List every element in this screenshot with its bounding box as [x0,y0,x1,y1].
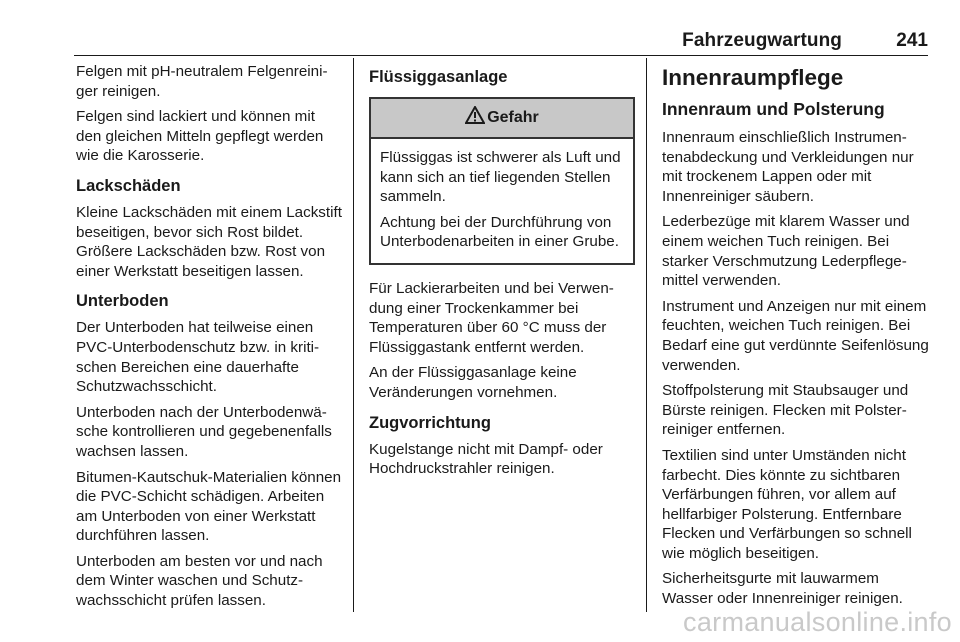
heading-fluessiggasanlage: Flüssiggasanlage [369,68,508,86]
danger-header [371,99,633,139]
danger-body [371,139,633,263]
warning-triangle-icon [465,106,487,130]
paragraph: Felgen mit pH-neutralem Felgenreiniger reinigen. [76,63,328,100]
paragraph: Achtung bei der Durchführung von Unterbodenarbeiten in einer Grube. [380,213,619,251]
paragraph: Der Unterboden hat teilweise einen PVC-Unterbodenschutz bzw. in kritischen Bereichen eine dauerhafte Schutzwachsschicht. [76,319,320,396]
column-divider-2 [646,58,647,612]
danger-label: Gefahr [487,109,539,127]
heading-zugvorrichtung: Zugvorrichtung [369,413,491,432]
paragraph: Bitumen-Kautschuk-Materialien können die PVC-Schicht schädigen. Arbeiten am Unterboden von einer Werkstatt durchführen lassen. [76,468,342,545]
header-rule [74,55,928,56]
page-header [0,0,960,58]
watermark: carmanualsonline.info [683,607,952,637]
heading-innenraum-polsterung: Innenraum und Polsterung [662,99,885,119]
heading-unterboden: Unterboden [76,292,169,311]
page-number: 241 [896,30,928,51]
section-title: Fahrzeugwartung [682,30,842,51]
column-left [76,62,344,617]
paragraph: Unterboden am besten vor und nach dem Winter waschen und Schutzwachsschicht prüfen lassen. [76,552,323,610]
paragraph: Flüssiggas ist schwerer als Luft und kann sich an tief liegenden Stellen sammeln. [380,149,621,206]
paragraph: Unterboden nach der Unterbodenwäsche kontrollieren und gegebenenfalls wachsen lassen. [76,403,332,460]
heading-lackschaeden: Lackschäden [76,176,181,195]
paragraph: Kugelstange nicht mit Dampf- oder Hochdruckstrahler reinigen. [369,440,603,478]
paragraph: Sicherheitsgurte mit lauwarmem Wasser oder Innenreiniger reinigen. [662,570,903,608]
paragraph: Lederbezüge mit klarem Wasser und einem weichen Tuch reinigen. Bei starker Verschmutzung Lederpflegemittel verwenden. [662,213,910,290]
paragraph: Innenraum einschließlich Instrumentenabdeckung und Verkleidungen nur mit trockenem Lappen oder mit Innenreiniger säubern. [662,129,914,205]
column-divider-1 [353,58,354,612]
paragraph: An der Flüssiggasanlage keine Veränderungen vornehmen. [369,364,577,401]
column-right [662,62,932,615]
paragraph: Instrument und Anzeigen nur mit einem feuchten, weichen Tuch reinigen. Bei Bedarf eine gut verdünnte Seifenlösung verwenden. [662,297,929,374]
paragraph: Für Lackierarbeiten und bei Verwendung einer Trockenkammer bei Temperaturen über 60 °C muss der Flüssiggastank entfernt werden. [369,279,614,356]
heading-innenraumpflege: Innenraumpflege [662,65,844,90]
column-middle [369,62,635,485]
paragraph: Felgen sind lackiert und können mit den gleichen Mitteln gepflegt werden wie die Karosserie. [76,108,324,165]
paragraph: Stoffpolsterung mit Staubsauger und Bürste reinigen. Flecken mit Polsterreiniger entfernen. [662,382,909,439]
danger-box [369,97,635,265]
paragraph: Kleine Lackschäden mit einem Lackstift beseitigen, bevor sich Rost bildet. Größere Lackschäden bzw. Rost von einer Werkstatt beseitigen lassen. [76,203,342,280]
paragraph: Textilien sind unter Umständen nicht farbecht. Dies könnte zu sichtbaren Verfärbungen führen, vor allem auf hellfarbiger Polsterung. Entfernbare Flecken und Verfärbungen so schnell wie möglich beseitigen. [662,446,912,562]
